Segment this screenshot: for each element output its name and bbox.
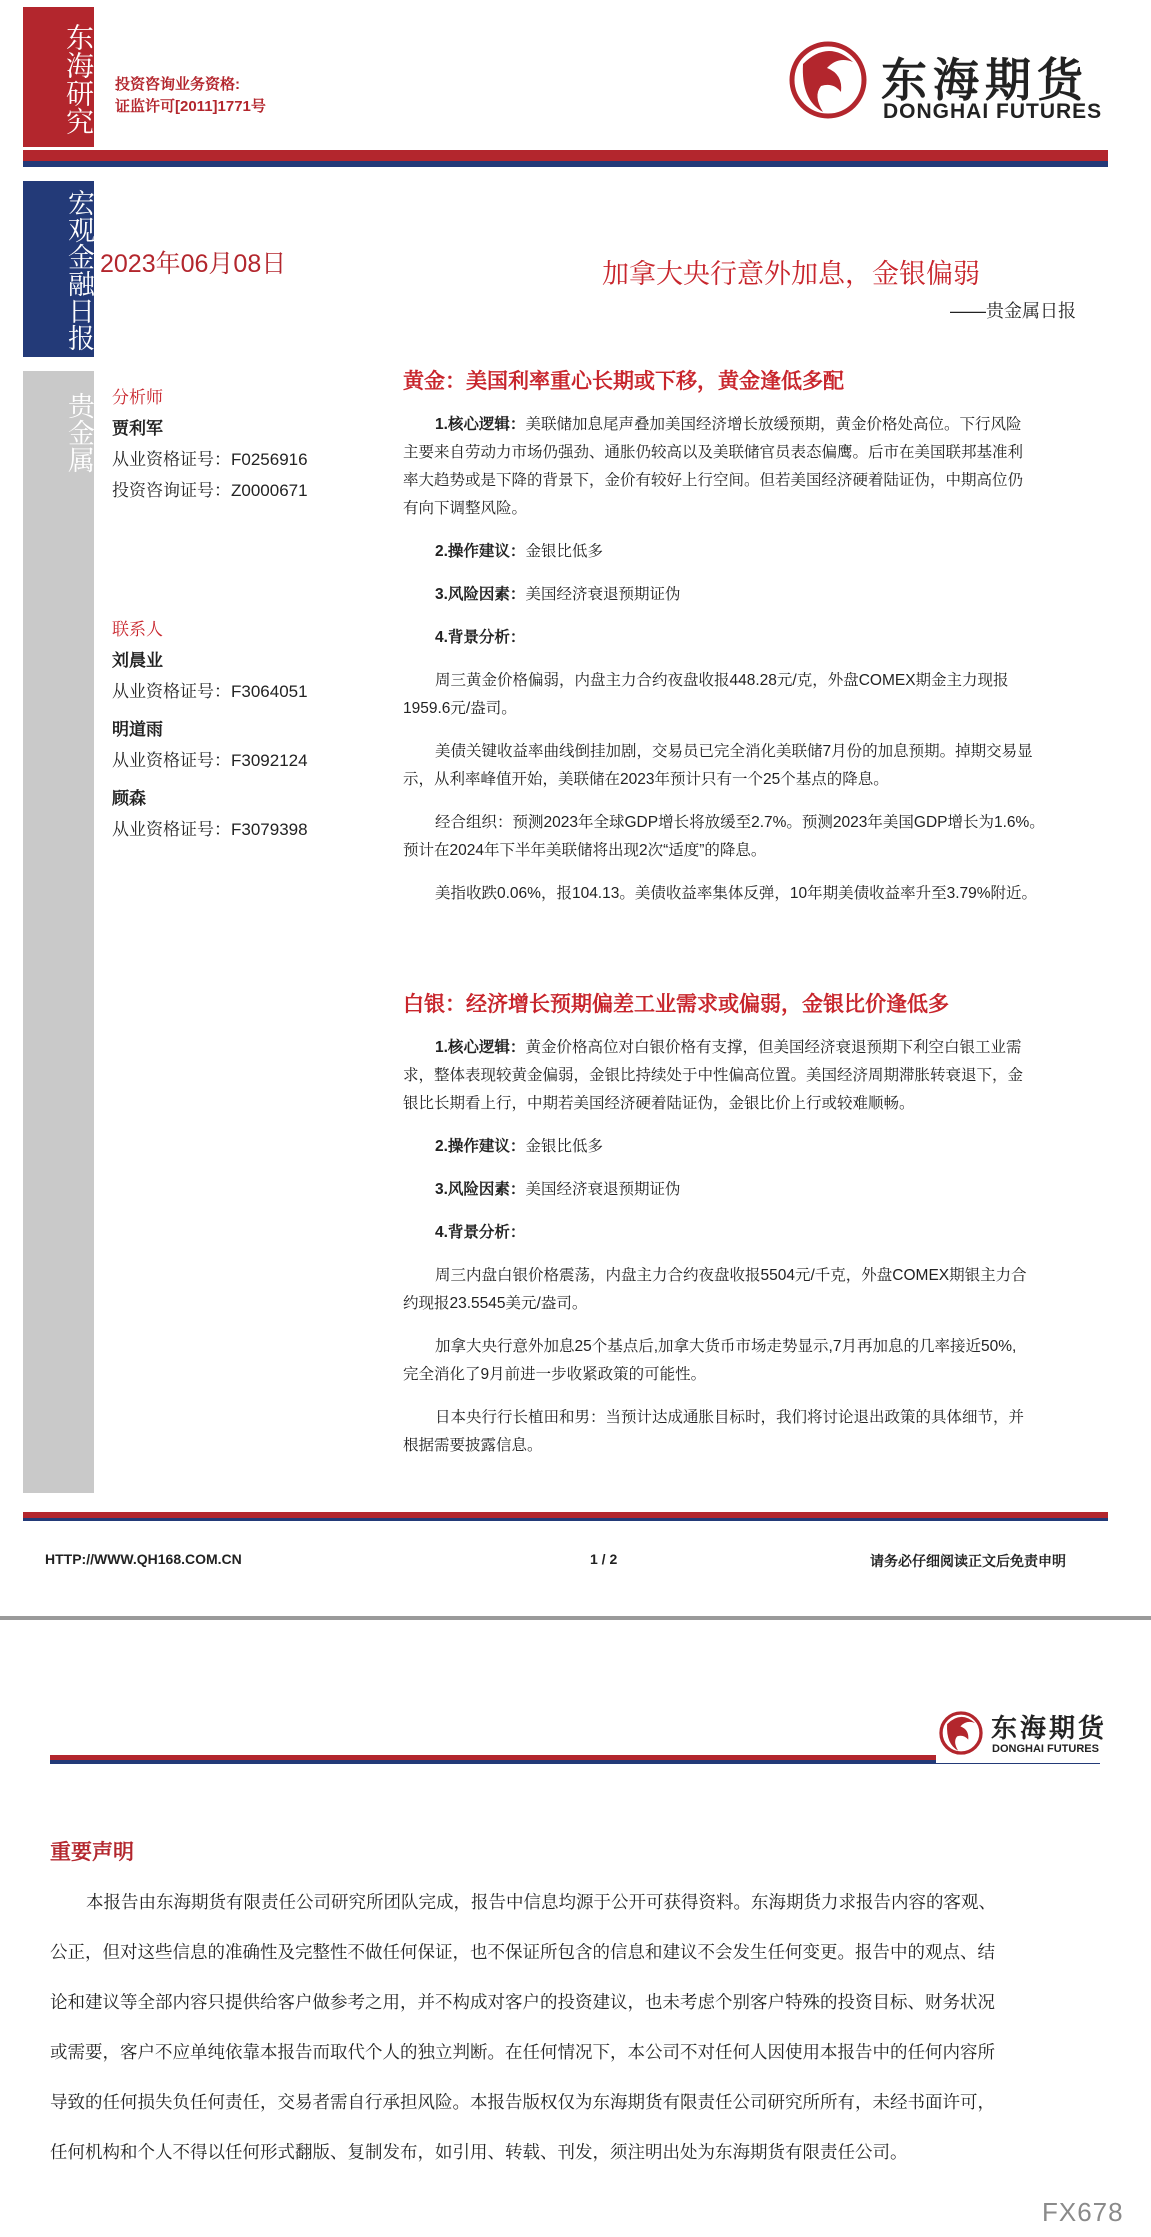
gold-core-label: 1.核心逻辑： <box>435 416 526 433</box>
gold-risk-text: 美国经济衰退预期证伪 <box>525 586 681 603</box>
page2-logo-cn: 东海期货 <box>991 1714 1108 1744</box>
gold-core-text-1: 美联储加息尾声叠加美国经济增长放缓预期，黄金价格处高位。下行风险 <box>525 416 1022 433</box>
silver-op-line <box>403 1133 1108 1161</box>
notice-line-3: 论和建议等全部内容只提供给客户做参考之用，并不构成对客户的投资建议，也未考虑个别客户特殊的投资目标、财务状况 <box>50 1993 995 2013</box>
gold-p4-line-1: 美指收跌0.06%，报104.13。美债收益率集体反弹，10年期美债收益率升至3.79%附近。 <box>435 885 1038 902</box>
report-title: 加拿大央行意外加息，金银偏弱 <box>602 259 980 289</box>
notice-line-5: 导致的任何损失负任何责任，交易者需自行承担风险。本报告版权仅为东海期货有限责任公司研究所所有，未经书面许可， <box>50 2093 995 2113</box>
analyst-cert-2: 投资咨询证号：Z0000671 <box>112 481 308 500</box>
silver-p2-line-1: 加拿大央行意外加息25个基点后,加拿大货币市场走势显示,7月再加息的几率接近50%, <box>435 1338 1017 1355</box>
silver-body <box>403 1034 1108 1460</box>
sidebar-gray-bar <box>23 371 94 1493</box>
research-tag-text: 东海研究 <box>62 23 95 135</box>
gold-op-line <box>403 538 1108 566</box>
silver-p3-line-2: 根据需要披露信息。 <box>403 1437 543 1454</box>
silver-risk-line <box>403 1176 1108 1204</box>
gold-body <box>403 411 1108 908</box>
footer-disclaimer-note: 请务必仔细阅读正文后免责申明 <box>870 1553 1066 1569</box>
analyst-role: 分析师 <box>112 388 163 407</box>
silver-section-title: 白银：经济增长预期偏差工业需求或偏弱，金银比价逢低多 <box>403 993 949 1016</box>
silver-p1-line-1: 周三内盘白银价格震荡，内盘主力合约夜盘收报5504元/千克，外盘COMEX期银主力合 <box>435 1267 1027 1284</box>
silver-p1-line-2: 约现报23.5545美元/盎司。 <box>403 1295 588 1312</box>
notice-body <box>50 1878 1110 2178</box>
gold-p1-line-2: 1959.6元/盎司。 <box>403 700 517 717</box>
silver-core-line-1 <box>403 1034 1108 1062</box>
silver-risk-text: 美国经济衰退预期证伪 <box>525 1181 681 1198</box>
footer-page-number: 1 / 2 <box>590 1551 618 1567</box>
qualification-line-1: 投资咨询业务资格: <box>115 76 240 93</box>
silver-bg-label: 4.背景分析： <box>435 1224 526 1241</box>
gold-core-line-1 <box>403 411 1108 439</box>
contact-name-3: 顾森 <box>112 789 146 808</box>
gold-p3-line-1: 经合组织：预测2023年全球GDP增长将放缓至2.7%。预测2023年美国GDP增长为1.6%。 <box>435 814 1045 831</box>
gold-risk-line <box>403 581 1108 609</box>
contact-cert-3: 从业资格证号：F3079398 <box>112 820 308 839</box>
contact-cert-2: 从业资格证号：F3092124 <box>112 751 308 770</box>
gold-op-text: 金银比低多 <box>525 543 603 560</box>
contact-name-1: 刘晨业 <box>112 651 163 670</box>
page-separator <box>0 1616 1151 1620</box>
header-navy-stripe <box>23 161 1108 167</box>
silver-p2-line-2: 完全消化了9月前进一步收紧政策的可能性。 <box>403 1366 707 1383</box>
gold-p1-line-1: 周三黄金价格偏弱，内盘主力合约夜盘收报448.28元/克，外盘COMEX期金主力现报 <box>435 672 1009 689</box>
notice-line-1: 本报告由东海期货有限责任公司研究所团队完成，报告中信息均源于公开可获得资料。东海期货力求报告内容的客观、 <box>86 1893 996 1913</box>
logo-en-text: DONGHAI FUTURES <box>883 100 1103 123</box>
gold-risk-label: 3.风险因素： <box>435 586 526 603</box>
silver-op-text: 金银比低多 <box>525 1138 603 1155</box>
contact-name-2: 明道雨 <box>112 720 163 739</box>
gold-p2-line-2: 示，从利率峰值开始，美联储在2023年预计只有一个25个基点的降息。 <box>403 771 889 788</box>
page2-logo <box>936 1703 1116 1763</box>
analyst-block <box>112 382 352 506</box>
important-notice-heading: 重要声明 <box>50 1841 134 1864</box>
silver-core-label: 1.核心逻辑： <box>435 1039 526 1056</box>
gold-core-line-2: 主要来自劳动力市场仍强劲、通胀仍较高以及美联储官员表态偏鹰。后市在美国联邦基准利 <box>403 444 1024 461</box>
silver-op-label: 2.操作建议： <box>435 1138 526 1155</box>
footer-url[interactable]: HTTP://WWW.QH168.COM.CN <box>45 1551 242 1567</box>
report-subtitle: ——贵金属日报 <box>950 301 1076 321</box>
gold-core-line-3: 率大趋势或是下降的背景下，金价有较好上行空间。但若美国经济硬着陆证伪，中期高位仍 <box>403 472 1024 489</box>
silver-p3-line-1: 日本央行行长植田和男：当预计达成通胀目标时，我们将讨论退出政策的具体细节，并 <box>435 1409 1025 1426</box>
page2-logo-en: DONGHAI FUTURES <box>992 1743 1099 1755</box>
macro-tab-text: 宏观金融日报 <box>63 188 94 351</box>
silver-core-text-1: 黄金价格高位对白银价格有支撑，但美国经济衰退预期下利空白银工业需 <box>525 1039 1022 1056</box>
silver-core-line-2: 求，整体表现较黄金偏弱，金银比持续处于中性偏高位置。美国经济周期滞胀转衰退下，金 <box>403 1067 1024 1084</box>
silver-core-line-3: 银比长期看上行，中期若美国经济硬着陆证伪，金银比价上行或较难顺畅。 <box>403 1095 915 1112</box>
notice-line-2: 公正，但对这些信息的准确性及完整性不做任何保证，也不保证所包含的信息和建议不会发生任何变更。报告中的观点、结 <box>50 1943 995 1963</box>
footer-navy-stripe <box>23 1518 1108 1521</box>
gold-p3-line-2: 预计在2024年下半年美联储将出现2次“适度”的降息。 <box>403 842 767 859</box>
gold-p2-line-1: 美债关键收益率曲线倒挂加剧，交易员已完全消化美联储7月份的加息预期。掉期交易显 <box>435 743 1033 760</box>
report-date: 2023年06月08日 <box>100 250 287 278</box>
gold-core-line-4: 有向下调整风险。 <box>403 500 528 517</box>
contact-cert-1: 从业资格证号：F3064051 <box>112 682 308 701</box>
notice-line-4: 或需要，客户不应单纯依靠本报告而取代个人的独立判断。在任何情况下，本公司不对任何人因使用本报告中的任何内容所 <box>50 2043 995 2063</box>
qualification-line-2: 证监许可[2011]1771号 <box>115 98 266 115</box>
gold-op-label: 2.操作建议： <box>435 543 526 560</box>
gold-bg-line <box>403 624 1108 652</box>
header-red-stripe <box>23 150 1108 161</box>
logo-cn-text: 东海期货 <box>881 53 1089 107</box>
gold-section-title: 黄金：美国利率重心长期或下移，黄金逢低多配 <box>403 370 844 393</box>
contact-block <box>112 614 352 845</box>
page2-dragon-logo-icon <box>936 1707 986 1759</box>
silver-risk-label: 3.风险因素： <box>435 1181 526 1198</box>
notice-line-6: 任何机构和个人不得以任何形式翻版、复制发布，如引用、转载、刊发，须注明出处为东海期货有限责任公司。 <box>50 2143 908 2163</box>
company-logo <box>783 34 1108 134</box>
contact-role: 联系人 <box>112 620 163 639</box>
metal-tab-text: 贵金属 <box>63 391 94 473</box>
analyst-name: 贾利军 <box>112 419 163 438</box>
gold-bg-label: 4.背景分析： <box>435 629 526 646</box>
fx678-watermark: FX678 <box>1042 2197 1124 2227</box>
donghai-dragon-logo-icon <box>783 34 873 126</box>
analyst-cert-1: 从业资格证号：F0256916 <box>112 450 308 469</box>
silver-bg-line <box>403 1219 1108 1247</box>
